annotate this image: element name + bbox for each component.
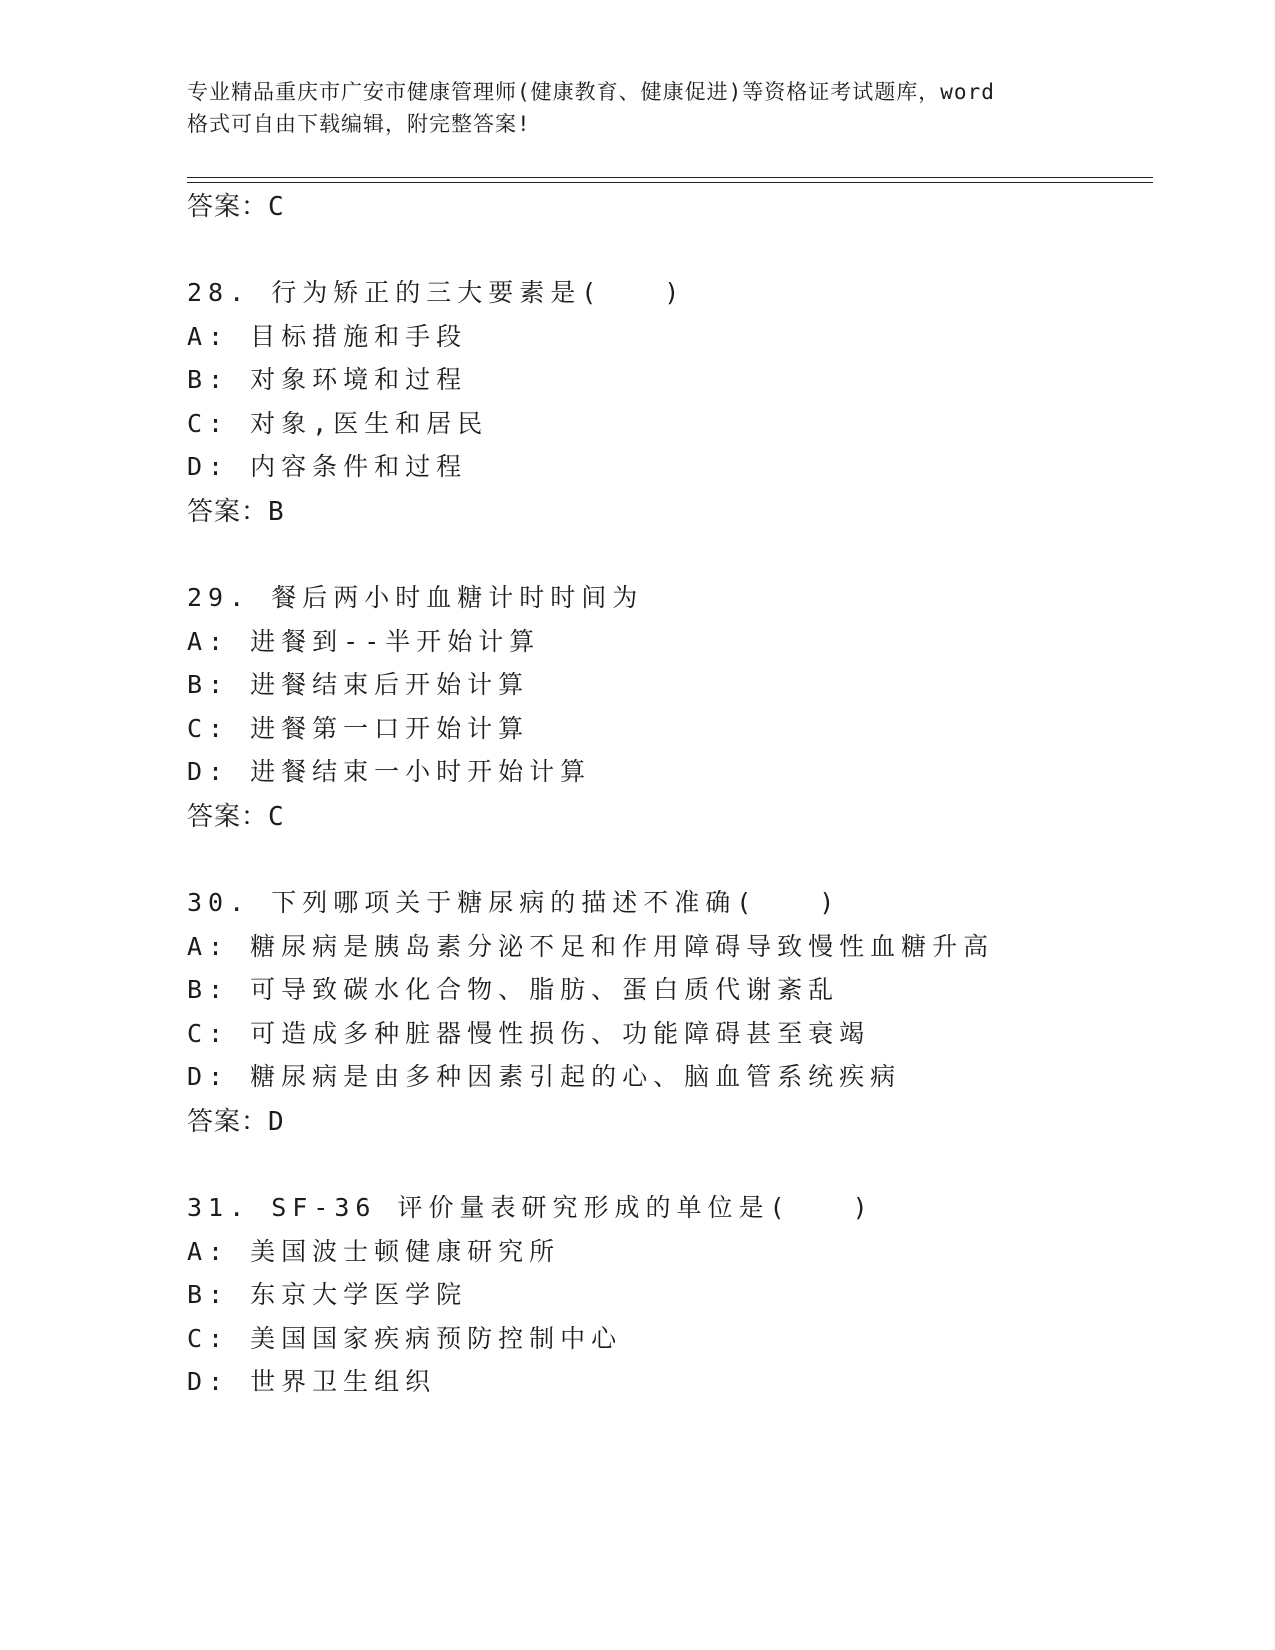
option-d: D: 内容条件和过程 — [187, 452, 468, 481]
option-a: A: 进餐到--半开始计算 — [187, 627, 541, 656]
document-header — [187, 76, 1107, 140]
header-line-2: 格式可自由下载编辑，附完整答案! — [187, 112, 531, 136]
option-b: B: 东京大学医学院 — [187, 1280, 468, 1309]
answer-line: 答案：D — [187, 1107, 285, 1137]
answer-line: 答案：C — [187, 192, 285, 222]
answer-line: 答案：C — [187, 802, 285, 832]
option-b: B: 对象环境和过程 — [187, 365, 468, 394]
answer-line: 答案：B — [187, 497, 285, 527]
question-stem: 28. 行为矫正的三大要素是( ) — [187, 278, 686, 307]
option-c: C: 对象,医生和居民 — [187, 409, 489, 438]
option-b: B: 可导致碳水化合物、脂肪、蛋白质代谢紊乱 — [187, 975, 840, 1004]
option-a: A: 美国波士顿健康研究所 — [187, 1237, 561, 1266]
header-line-1: 专业精品重庆市广安市健康管理师(健康教育、健康促进)等资格证考试题库，word — [187, 80, 995, 104]
option-a: A: 糖尿病是胰岛素分泌不足和作用障碍导致慢性血糖升高 — [187, 932, 995, 961]
option-d: D: 糖尿病是由多种因素引起的心、脑血管系统疾病 — [187, 1062, 902, 1091]
question-stem: 29. 餐后两小时血糖计时时间为 — [187, 583, 644, 612]
header-divider-top — [187, 177, 1153, 178]
option-c: C: 进餐第一口开始计算 — [187, 714, 530, 743]
question-stem: 30. 下列哪项关于糖尿病的描述不准确( ) — [187, 888, 841, 917]
option-b: B: 进餐结束后开始计算 — [187, 670, 530, 699]
option-c: C: 美国国家疾病预防控制中心 — [187, 1324, 623, 1353]
option-c: C: 可造成多种脏器慢性损伤、功能障碍甚至衰竭 — [187, 1019, 871, 1048]
option-a: A: 目标措施和手段 — [187, 322, 468, 351]
header-divider-bottom — [187, 182, 1153, 183]
question-stem: 31. SF-36 评价量表研究形成的单位是( ) — [187, 1193, 874, 1222]
option-d: D: 进餐结束一小时开始计算 — [187, 757, 592, 786]
option-d: D: 世界卫生组织 — [187, 1367, 437, 1396]
